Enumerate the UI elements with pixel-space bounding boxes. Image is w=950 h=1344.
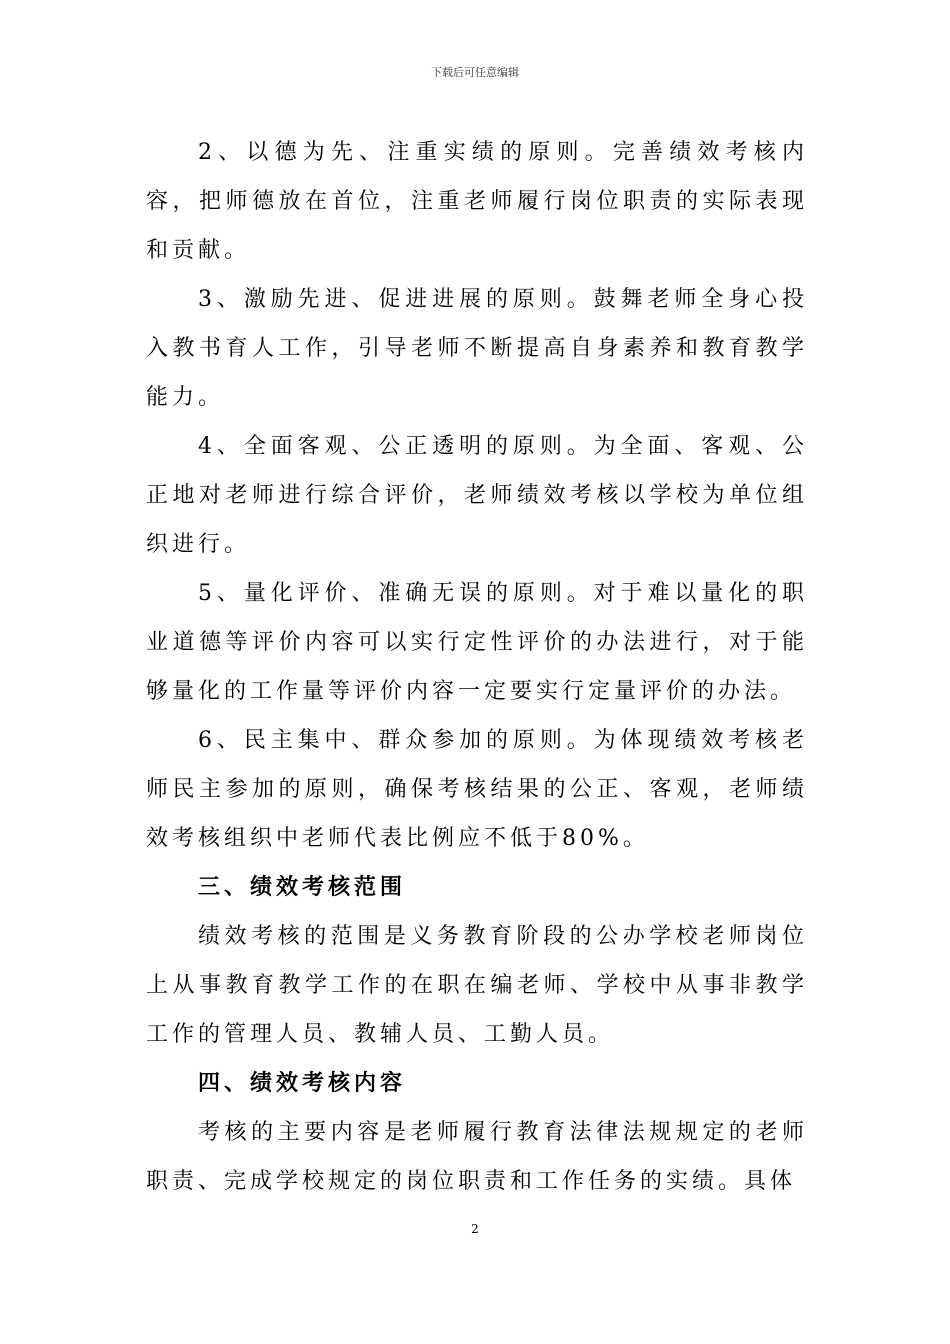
section-3-paragraph: 绩效考核的范围是义务教育阶段的公办学校老师岗位上从事教育教学工作的在职在编老师、学校中从事非教学工作的管理人员、教辅人员、工勤人员。 [146, 924, 808, 1047]
principle-6-paragraph: 6、民主集中、群众参加的原则。为体现绩效考核老师民主参加的原则，确保考核结果的公正、客观，老师绩效考核组织中老师代表比例应不低于80%。 [146, 728, 808, 851]
document-body [146, 128, 808, 1206]
section-3-heading: 三、绩效考核范围 [198, 875, 407, 900]
principle-5-paragraph: 5、量化评价、准确无误的原则。对于难以量化的职业道德等评价内容可以实行定性评价的办法进行，对于能够量化的工作量等评价内容一定要实行定量评价的办法。 [146, 581, 808, 704]
page-number: 2 [471, 1222, 479, 1236]
principle-4-paragraph: 4、全面客观、公正透明的原则。为全面、客观、公正地对老师进行综合评价，老师绩效考核以学校为单位组织进行。 [146, 434, 808, 557]
principle-3-paragraph: 3、激励先进、促进进展的原则。鼓舞老师全身心投入教书育人工作，引导老师不断提高自身素养和教育教学能力。 [146, 287, 808, 410]
principle-2-paragraph: 2、以德为先、注重实绩的原则。完善绩效考核内容，把师德放在首位，注重老师履行岗位职责的实际表现和贡献。 [146, 140, 808, 263]
section-4-paragraph: 考核的主要内容是老师履行教育法律法规规定的老师职责、完成学校规定的岗位职责和工作任务的实绩。具体 [146, 1120, 808, 1194]
section-4-heading: 四、绩效考核内容 [198, 1071, 407, 1096]
page-header-note: 下载后可任意编辑 [431, 66, 519, 79]
